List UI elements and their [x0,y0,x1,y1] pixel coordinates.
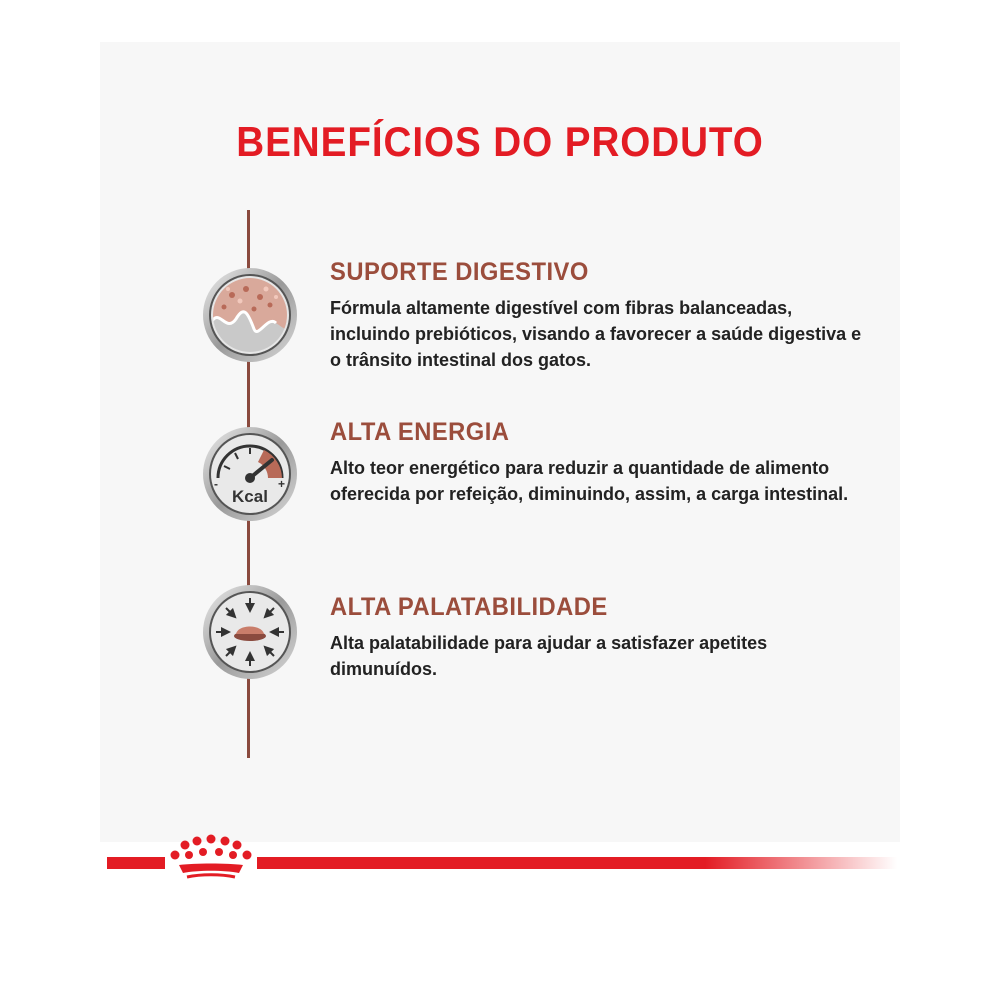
gauge-minus-label: - [214,477,218,491]
benefit-palatability [330,593,870,682]
benefit-digestive [330,258,870,373]
food-bowl-icon [202,584,298,680]
benefit-description: Alta palatabilidade para ajudar a satisfazer apetites dimunuídos. [330,633,768,679]
footer-line-left [107,857,165,869]
benefit-description: Alto teor energético para reduzir a quantidade de alimento oferecida por refeição, diminuindo, assim, a carga intestinal. [330,458,849,504]
gauge-plus-label: + [278,477,286,491]
digestive-icon [202,267,298,363]
page-title: BENEFÍCIOS DO PRODUTO [236,118,764,165]
benefit-heading: ALTA PALATABILIDADE [330,593,608,621]
benefit-heading: SUPORTE DIGESTIVO [330,258,589,286]
benefit-heading: ALTA ENERGIA [330,418,510,446]
benefit-description: Fórmula altamente digestível com fibras balanceadas, incluindo prebióticos, visando a favorecer a saúde digestiva e o trânsito intestinal dos gatos. [330,298,862,370]
footer-line-right [257,857,897,869]
benefit-energy [330,418,870,507]
gauge-unit-label: Kcal [232,487,268,506]
royal-crown-icon [165,833,257,883]
kcal-gauge-icon [202,426,298,522]
